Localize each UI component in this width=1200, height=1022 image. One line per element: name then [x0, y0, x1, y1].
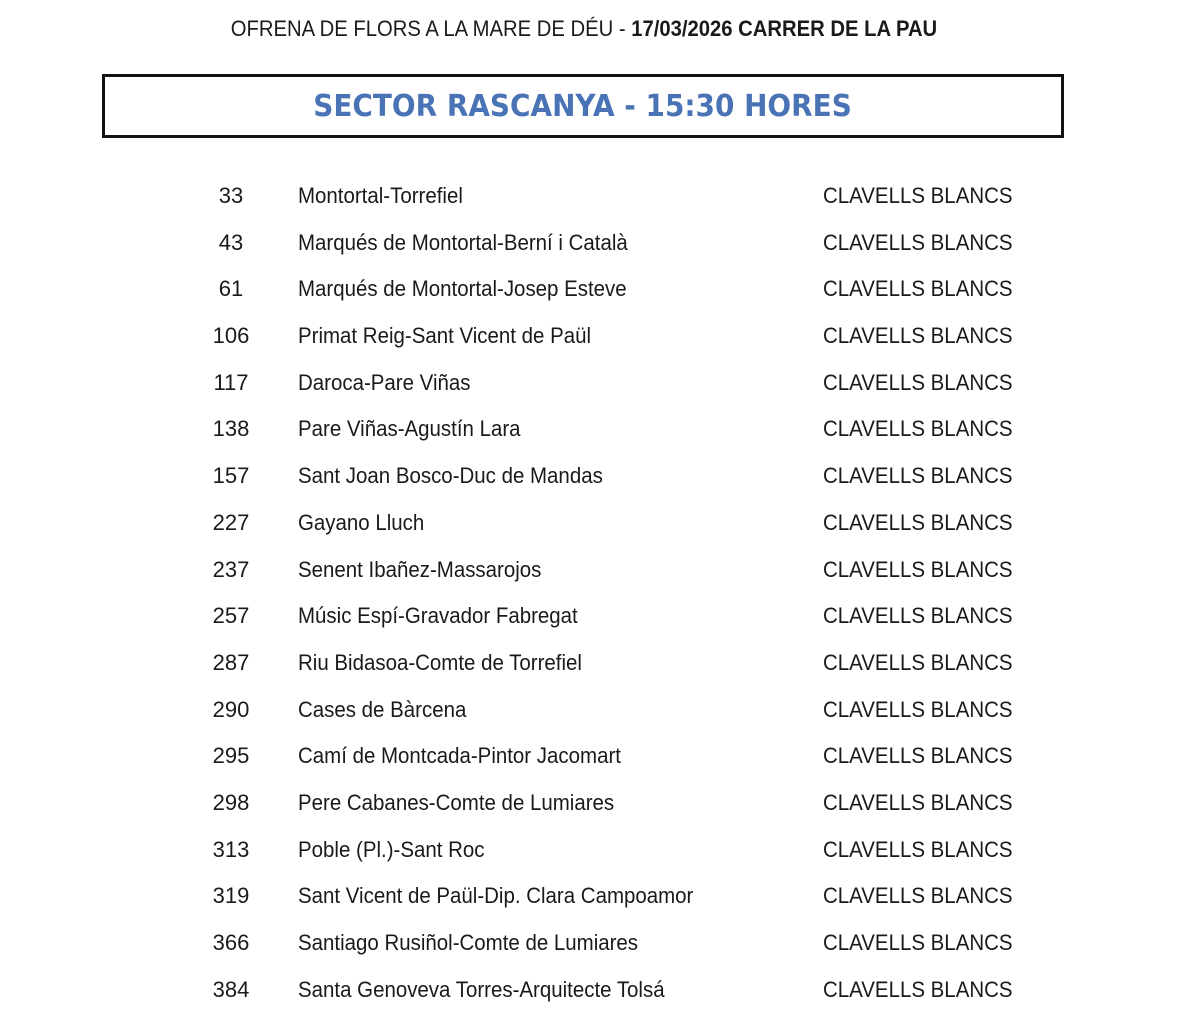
entry-street: Montortal-Torrefiel	[298, 183, 463, 208]
entry-number: 384	[212, 976, 250, 1002]
list-item	[0, 733, 1200, 780]
entry-flower: CLAVELLS BLANCS	[823, 883, 1013, 909]
entry-street: Poble (Pl.)-Sant Roc	[298, 836, 485, 862]
list-item	[0, 873, 1200, 920]
list-item	[0, 266, 1200, 313]
entry-number: 366	[212, 930, 250, 955]
entry-number: 61	[218, 276, 244, 302]
entry-street: Riu Bidasoa-Comte de Torrefiel	[298, 649, 582, 675]
entry-street: Sant Joan Bosco-Duc de Mandas	[298, 463, 603, 489]
entry-street: Pere Cabanes-Comte de Lumiares	[298, 789, 615, 815]
list-item	[0, 547, 1200, 594]
entry-flower: CLAVELLS BLANCS	[823, 649, 1013, 675]
list-item	[0, 967, 1200, 1014]
entry-number: 117	[213, 369, 249, 395]
entry-flower: CLAVELLS BLANCS	[823, 369, 1013, 395]
list-item	[0, 360, 1200, 407]
entry-street: Sant Vicent de Paül-Dip. Clara Campoamor	[298, 883, 694, 909]
entry-street: Camí de Montcada-Pintor Jacomart	[298, 743, 621, 769]
entry-flower: CLAVELLS BLANCS	[823, 696, 1013, 722]
entry-number: 157	[212, 463, 250, 489]
entry-street: Daroca-Pare Viñas	[298, 369, 471, 395]
sector-title: SECTOR RASCANYA - 15:30 HORES	[313, 88, 853, 124]
list-item	[0, 687, 1200, 734]
list-item	[0, 827, 1200, 874]
entry-street: Marqués de Montortal-Josep Esteve	[298, 276, 627, 302]
entry-number: 257	[212, 603, 250, 629]
entry-flower: CLAVELLS BLANCS	[823, 789, 1013, 815]
entry-number: 313	[212, 836, 250, 862]
entry-flower: CLAVELLS BLANCS	[823, 276, 1013, 302]
entry-street: Senent Ibañez-Massarojos	[298, 556, 542, 582]
entry-flower: CLAVELLS BLANCS	[823, 603, 1013, 629]
entry-number: 33	[218, 183, 244, 208]
list-item	[0, 780, 1200, 827]
entry-street: Gayano Lluch	[298, 509, 425, 535]
sector-title-box	[102, 74, 1064, 138]
entries-list	[0, 173, 1200, 1013]
entry-street: Músic Espí-Gravador Fabregat	[298, 603, 578, 629]
header-date-location: 17/03/2026 CARRER DE LA PAU	[631, 16, 938, 41]
entry-number: 290	[212, 696, 250, 722]
header-prefix: OFRENA DE FLORS A LA MARE DE DÉU -	[230, 16, 632, 41]
document-header	[47, 16, 1122, 42]
list-item	[0, 406, 1200, 453]
entry-flower: CLAVELLS BLANCS	[823, 976, 1013, 1002]
entry-flower: CLAVELLS BLANCS	[823, 183, 1013, 208]
list-item	[0, 220, 1200, 267]
entry-flower: CLAVELLS BLANCS	[823, 229, 1013, 255]
entry-number: 227	[212, 509, 250, 535]
entry-number: 298	[212, 789, 250, 815]
list-item	[0, 640, 1200, 687]
entry-flower: CLAVELLS BLANCS	[823, 743, 1013, 769]
entry-number: 106	[212, 323, 250, 349]
list-item	[0, 593, 1200, 640]
list-item	[0, 453, 1200, 500]
entry-flower: CLAVELLS BLANCS	[823, 930, 1013, 955]
entry-number: 295	[212, 743, 250, 769]
entry-flower: CLAVELLS BLANCS	[823, 836, 1013, 862]
list-item	[0, 500, 1200, 547]
entry-street: Marqués de Montortal-Berní i Català	[298, 229, 628, 255]
list-item	[0, 173, 1200, 220]
entry-street: Pare Viñas-Agustín Lara	[298, 416, 521, 442]
entry-number: 138	[212, 416, 250, 442]
entry-flower: CLAVELLS BLANCS	[823, 509, 1013, 535]
list-item	[0, 920, 1200, 967]
entry-number: 319	[212, 883, 250, 909]
entry-number: 43	[218, 229, 244, 255]
entry-number: 287	[212, 649, 250, 675]
entry-flower: CLAVELLS BLANCS	[823, 463, 1013, 489]
list-item	[0, 313, 1200, 360]
entry-flower: CLAVELLS BLANCS	[823, 323, 1013, 349]
entry-street: Santa Genoveva Torres-Arquitecte Tolsá	[298, 976, 665, 1002]
entry-number: 237	[212, 556, 250, 582]
entry-street: Primat Reig-Sant Vicent de Paül	[298, 323, 592, 349]
entry-flower: CLAVELLS BLANCS	[823, 556, 1013, 582]
entry-street: Santiago Rusiñol-Comte de Lumiares	[298, 930, 639, 955]
entry-street: Cases de Bàrcena	[298, 696, 467, 722]
entry-flower: CLAVELLS BLANCS	[823, 416, 1013, 442]
